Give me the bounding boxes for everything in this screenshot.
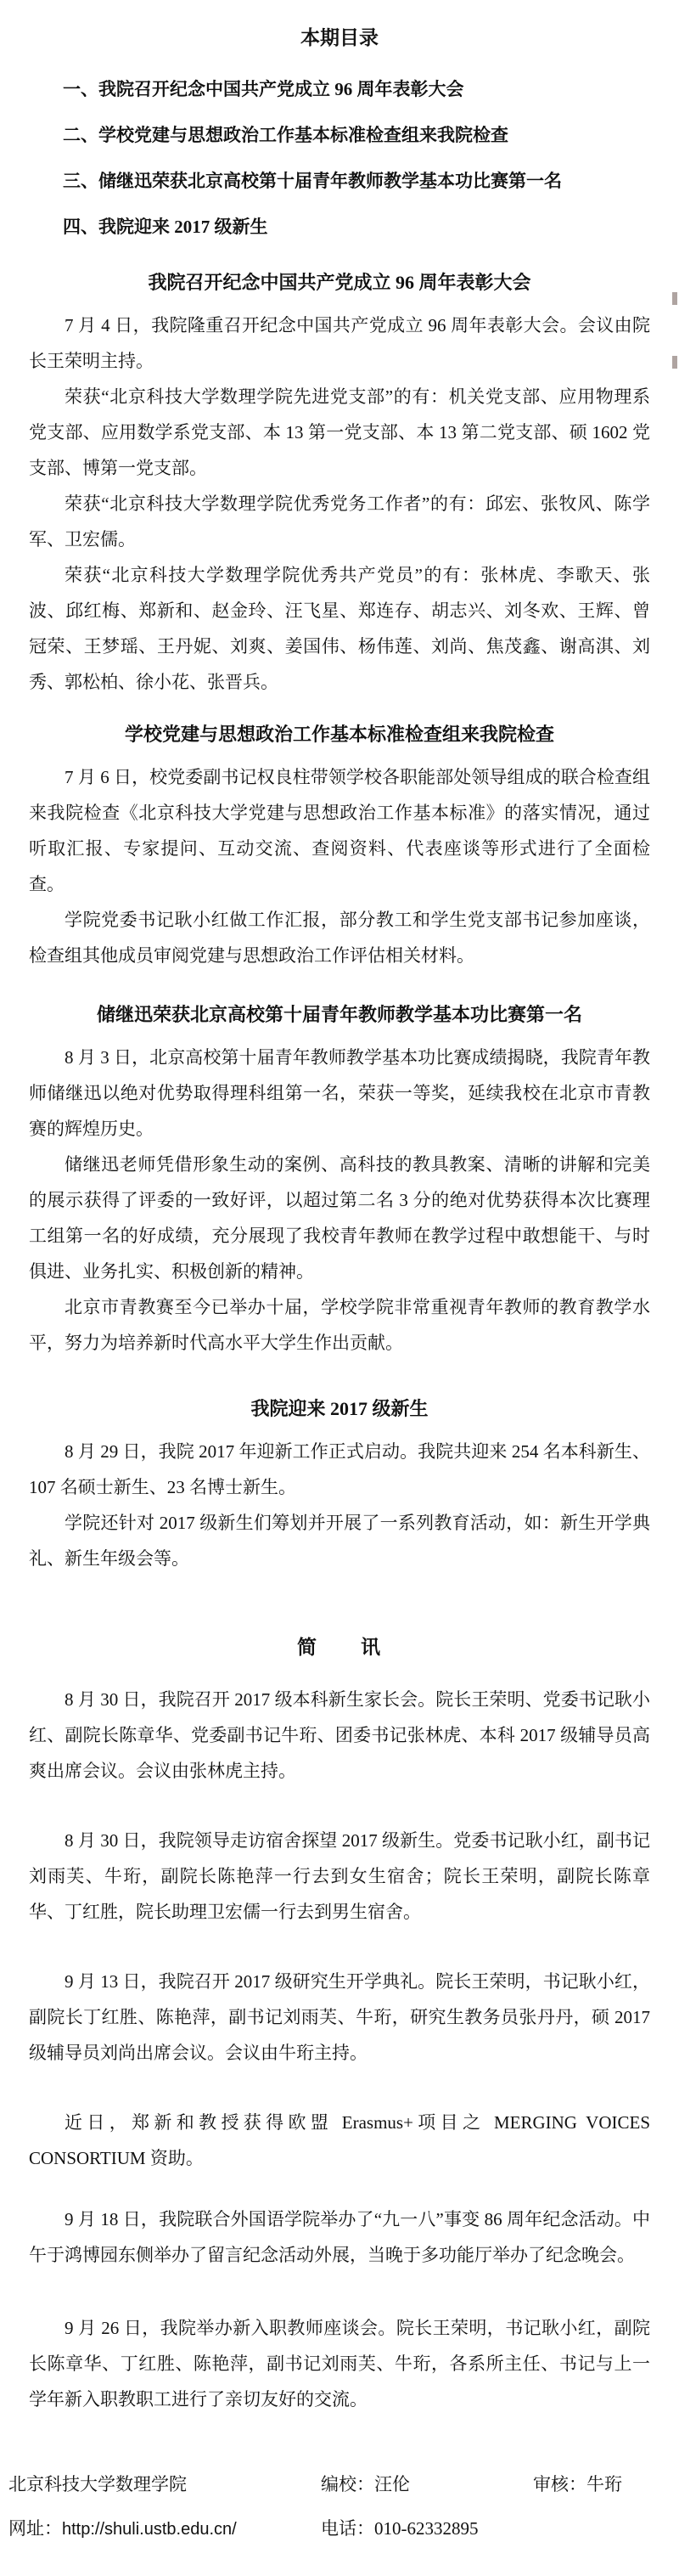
paragraph: 7 月 4 日，我院隆重召开纪念中国共产党成立 96 周年表彰大会。会议由院长王荣明主持。	[29, 315, 650, 371]
scan-artifact	[672, 356, 677, 369]
briefs-heading: 简 讯	[297, 1637, 382, 1658]
table-of-contents	[29, 25, 650, 250]
website-url: http://shuli.ustb.edu.cn/	[62, 2520, 237, 2539]
website-label: 网址：	[8, 2518, 62, 2539]
section-new-students	[29, 1396, 650, 1576]
section-heading: 我院召开纪念中国共产党成立 96 周年表彰大会	[148, 272, 531, 293]
paragraph: 荣获“北京科技大学数理学院优秀党务工作者”的有：邱宏、张牧风、陈学军、卫宏儒。	[29, 493, 650, 550]
editor-credit: 编校：汪伦	[321, 2474, 410, 2494]
section-heading: 我院迎来 2017 级新生	[250, 1398, 429, 1419]
brief-item: 9 月 26 日，我院举办新入职教师座谈会。院长王荣明，书记耿小红，副院长陈章华、丁红胜、陈艳萍，副书记刘雨芙、牛珩，各系所主任、书记与上一学年新入职教职工进行了亲切友好的交流。	[29, 2318, 650, 2410]
scan-artifact	[672, 292, 677, 305]
phone-line	[321, 2516, 533, 2541]
section-heading: 学校党建与思想政治工作基本标准检查组来我院检查	[124, 724, 554, 745]
brief-item: 9 月 18 日，我院联合外国语学院举办了“九一八”事变 86 周年纪念活动。中午于鸿博园东侧举办了留言纪念活动外展，当晚于多功能厅举办了纪念晚会。	[29, 2209, 650, 2265]
paragraph: 7 月 6 日，校党委副书记权良柱带领学校各职能部处领导组成的联合检查组来我院检查《北京科技大学党建与思想政治工作基本标准》的落实情况，通过听取汇报、专家提问、互动交流、查阅资料、代表座谈等形式进行了全面检查。	[29, 767, 650, 894]
paragraph: 8 月 3 日，北京高校第十届青年教师教学基本功比赛成绩揭晓，我院青年教师储继迅以绝对优势取得理科组第一名，荣获一等奖，延续我校在北京市青教赛的辉煌历史。	[29, 1047, 650, 1139]
paragraph: 储继迅老师凭借形象生动的案例、高科技的教具教案、清晰的讲解和完美的展示获得了评委的一致好评，以超过第二名 3 分的绝对优势获得本次比赛理工组第一名的好成绩，充分展现了我校青年教师在教学过程中敢想能干、与时俱进、业务扎实、积极创新的精神。	[29, 1154, 650, 1282]
toc-item: 四、我院迎来 2017 级新生	[63, 217, 268, 237]
section-party-anniversary	[29, 270, 650, 700]
briefs-section	[29, 1634, 650, 2417]
footer-row-contact	[8, 2516, 659, 2542]
paragraph: 荣获“北京科技大学数理学院先进党支部”的有：机关党支部、应用物理系党支部、应用数学系党支部、本 13 第一党支部、本 13 第二党支部、硕 1602 党支部、博第一党支部。	[29, 386, 650, 478]
paragraph: 荣获“北京科技大学数理学院优秀共产党员”的有：张林虎、李歌天、张波、邱红梅、郑新和、赵金玲、汪飞星、郑连存、胡志兴、刘冬欢、王辉、曾冠荣、王梦瑶、王丹妮、刘爽、姜国伟、杨伟莲、刘尚、焦茂鑫、谢高淇、刘秀、郭松柏、徐小花、张晋兵。	[29, 565, 650, 692]
toc-item: 二、学校党建与思想政治工作基本标准检查组来我院检查	[63, 125, 508, 145]
toc-item: 三、储继迅荣获北京高校第十届青年教师教学基本功比赛第一名	[63, 171, 562, 191]
paragraph: 学院还针对 2017 级新生们筹划并开展了一系列教育活动，如：新生开学典礼、新生年级会等。	[29, 1513, 650, 1569]
org-name: 北京科技大学数理学院	[8, 2474, 187, 2494]
brief-item: 8 月 30 日，我院召开 2017 级本科新生家长会。院长王荣明、党委书记耿小红、副院长陈章华、党委副书记牛珩、团委书记张林虎、本科 2017 级辅导员高爽出席会议。会议由张林虎主持。	[29, 1689, 650, 1781]
phone-label: 电话：	[321, 2518, 374, 2539]
phone-number: 010-62332895	[374, 2518, 479, 2539]
toc-item: 一、我院召开纪念中国共产党成立 96 周年表彰大会	[63, 79, 464, 99]
section-inspection	[29, 722, 650, 973]
brief-item: 近日，郑新和教授获得欧盟 Erasmus+项目之 MERGING VOICES CONSORTIUM 资助。	[29, 2112, 650, 2168]
paragraph: 8 月 29 日，我院 2017 年迎新工作正式启动。我院共迎来 254 名本科新生、107 名硕士新生、23 名博士新生。	[29, 1441, 650, 1497]
section-teaching-award	[29, 1002, 650, 1361]
toc-title: 本期目录	[300, 27, 379, 48]
reviewer-credit: 审核：牛珩	[533, 2474, 622, 2494]
footer	[8, 2472, 659, 2542]
section-heading: 储继迅荣获北京高校第十届青年教师教学基本功比赛第一名	[96, 1004, 582, 1025]
paragraph: 学院党委书记耿小红做工作汇报，部分教工和学生党支部书记参加座谈，检查组其他成员审阅党建与思想政治工作评估相关材料。	[29, 910, 650, 966]
brief-item: 9 月 13 日，我院召开 2017 级研究生开学典礼。院长王荣明，书记耿小红，副院长丁红胜、陈艳萍，副书记刘雨芙、牛珩，研究生教务员张丹丹，硕 2017 级辅导员刘尚出席会议。会议由牛珩主持。	[29, 1971, 650, 2063]
toc-list	[29, 66, 650, 250]
footer-row-credits	[8, 2472, 659, 2497]
paragraph: 北京市青教赛至今已举办十届，学校学院非常重视青年教师的教育教学水平，努力为培养新时代高水平大学生作出贡献。	[29, 1297, 650, 1353]
website-line	[8, 2516, 321, 2542]
brief-item: 8 月 30 日，我院领导走访宿舍探望 2017 级新生。党委书记耿小红，副书记刘雨芙、牛珩，副院长陈艳萍一行去到女生宿舍；院长王荣明，副院长陈章华、丁红胜，院长助理卫宏儒一行去到男生宿舍。	[29, 1830, 650, 1922]
